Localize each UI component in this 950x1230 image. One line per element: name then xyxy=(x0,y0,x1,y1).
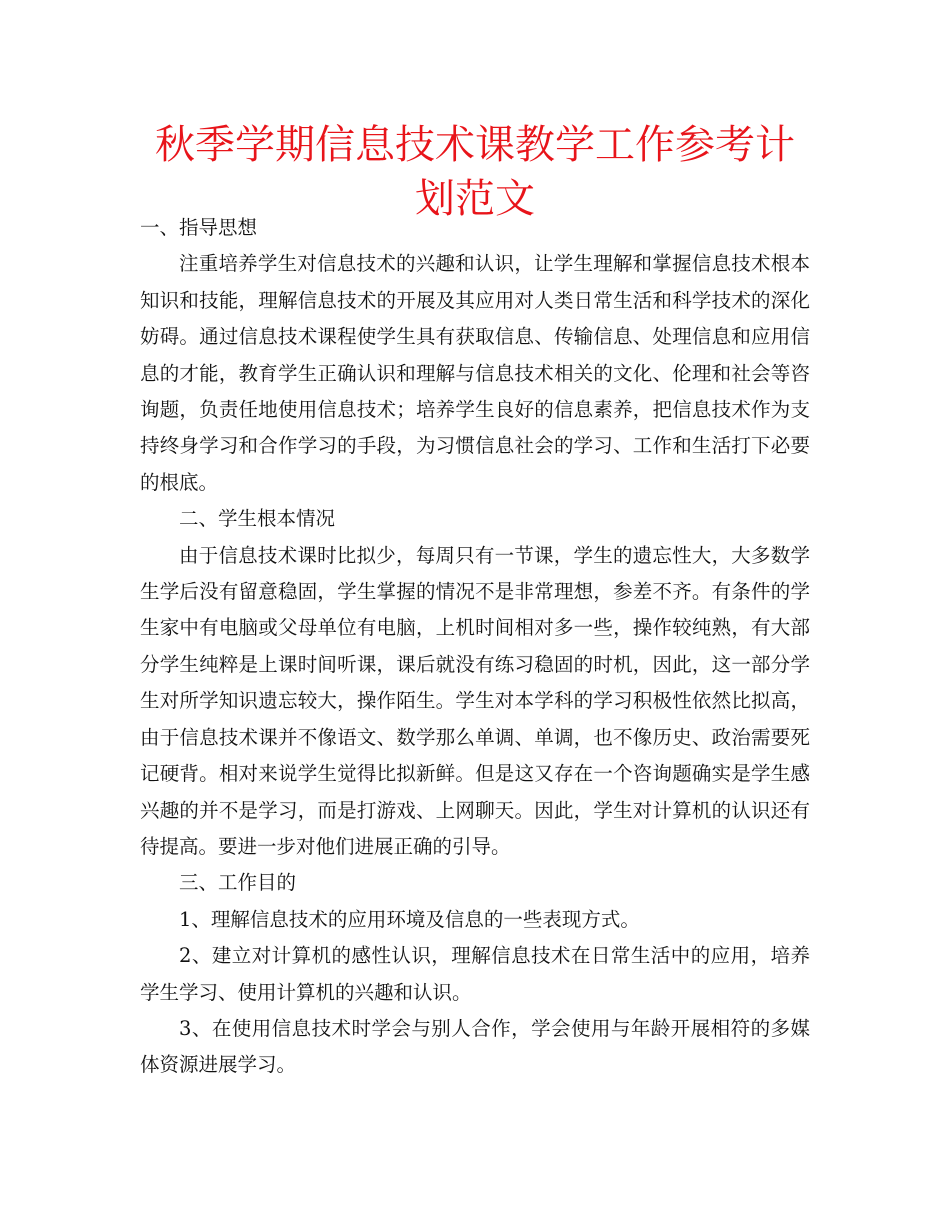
document-title: 秋季学期信息技术课教学工作参考计划范文 xyxy=(155,122,795,222)
list-item-goal-1: 1、理解信息技术的应用环境及信息的一些表现方式。 xyxy=(179,907,640,931)
section-heading-guiding-thought: 一、指导思想 xyxy=(140,216,258,239)
paragraph-student-situation: 由于信息技术课时比拟少，每周只有一节课，学生的遗忘性大，大多数学生学后没有留意稳固，学生掌握的情况不是非常理想，参差不齐。有条件的学生家中有电脑或父母单位有电脑，上机时间相对多一些，操作较纯熟，有大部分学生纯粹是上课时间听课，课后就没有练习稳固的时机，因此，这一部分学生对所学知识遗忘较大，操作陌生。学生对本学科的学习积极性依然比拟高，由于信息技术课并不像语文、数学那么单调、单调，也不像历史、政治需要死记硬背。相对来说学生觉得比拟新鲜。但是这又存在一个咨询题确实是学生感兴趣的并不是学习，而是打游戏、上网聊天。因此，学生对计算机的认识还有待提高。要进一步对他们进展正确的引导。 xyxy=(140,543,810,858)
section-heading-student-situation: 二、学生根本情况 xyxy=(179,507,336,531)
list-item-goal-2: 2、建立对计算机的感性认识，理解信息技术在日常生活中的应用，培养学生学习、使用计算机的兴趣和认识。 xyxy=(140,944,810,1004)
section-heading-work-goals: 三、工作目的 xyxy=(179,871,297,895)
document-body xyxy=(140,210,810,1084)
list-item-goal-3: 3、在使用信息技术时学会与别人合作，学会使用与年龄开展相符的多媒体资源进展学习。 xyxy=(140,1016,810,1077)
paragraph-guiding-thought: 注重培养学生对信息技术的兴趣和认识，让学生理解和掌握信息技术根本知识和技能，理解信息技术的开展及其应用对人类日常生活和科学技术的深化妨碍。通过信息技术课程使学生具有获取信息、传输信息、处理信息和应用信息的才能，教育学生正确认识和理解与信息技术相关的文化、伦理和社会等咨询题，负责任地使用信息技术；培养学生良好的信息素养，把信息技术作为支持终身学习和合作学习的手段，为习惯信息社会的学习、工作和生活打下必要的根底。 xyxy=(140,252,810,494)
